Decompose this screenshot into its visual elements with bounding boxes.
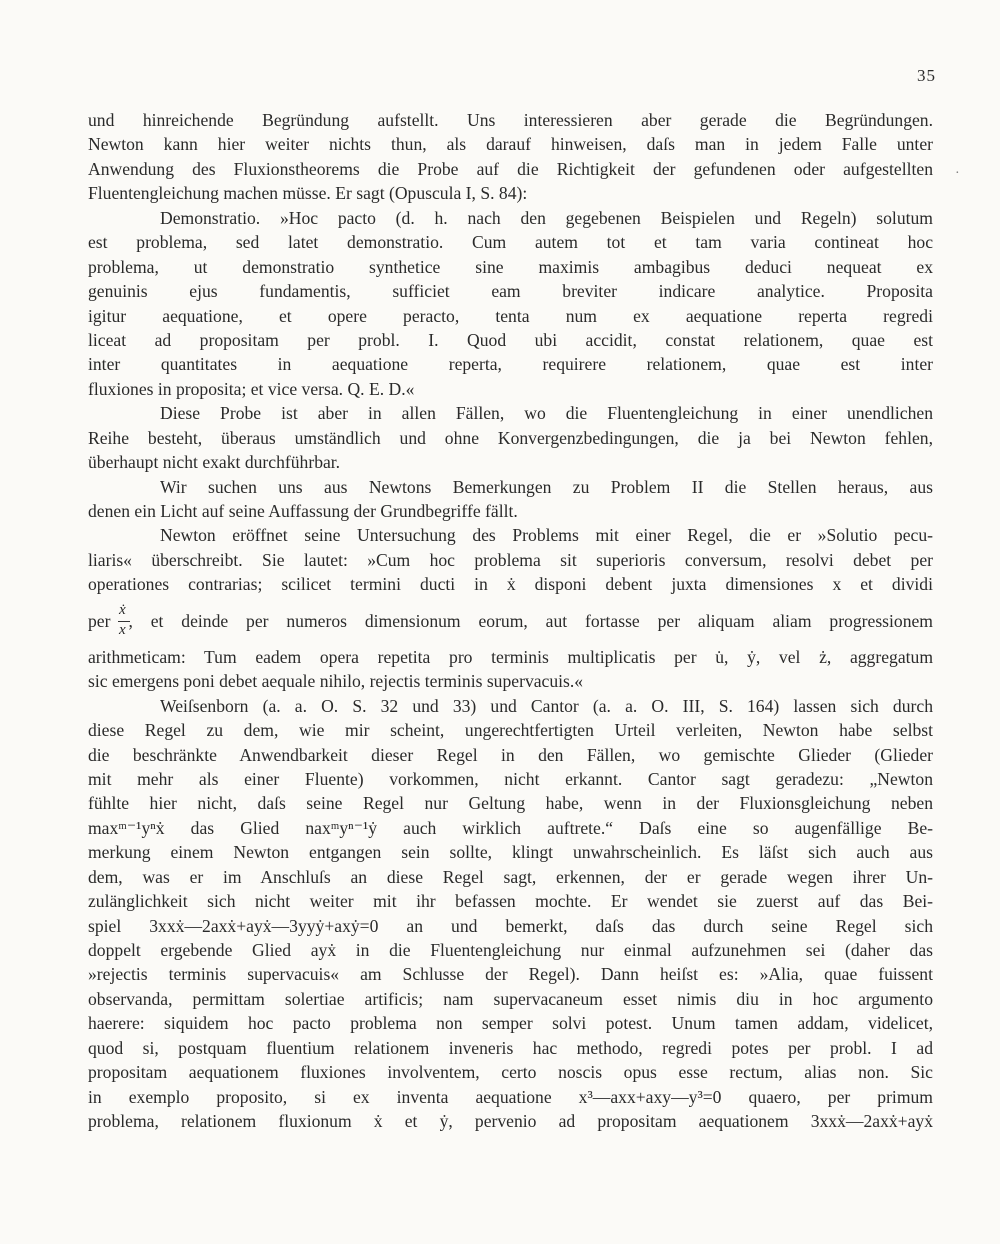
text-line: operationes contrarias; scilicet termini ducti in ẋ disponi debent juxta dimensiones x et dividi	[88, 574, 933, 595]
text-line: Fluentengleichung machen müsse. Er sagt (Opuscula I, S. 84):	[88, 183, 528, 204]
text-line: mit mehr als einer Fluente) vorkommen, nicht erkannt. Cantor sagt geradezu: „Newton	[88, 768, 933, 789]
text-line: liceat ad propositam per probl. I. Quod ubi accidit, constat relationem, quae est	[88, 329, 933, 350]
text-line: genuinis ejus fundamentis, sufficiet eam breviter indicare analytice. Proposita	[88, 281, 933, 302]
text-line: problema, ut demonstratio synthetice sine maximis ambagibus deduci nequeat ex	[88, 256, 933, 277]
text-line: propositam aequationem fluxiones involventem, certo noscis opus esse rectum, alias non. Sic	[88, 1062, 933, 1083]
text-line: Newton kann hier weiter nichts thun, als darauf hinweisen, daſs man in jedem Falle unter	[88, 134, 933, 155]
text-line: Newton eröffnet seine Untersuchung des Problems mit einer Regel, die er »Solutio pecu-	[160, 525, 933, 546]
text-line: zulänglichkeit sich nicht weiter mit ihr befassen mochte. Er wendet sie zuerst auf das Bei-	[88, 891, 933, 912]
text-line: quod si, postquam fluentium relationem inveneris hac methodo, regredi potes per probl. I ad	[88, 1037, 933, 1058]
text-line: die beschränkte Anwendbarkeit dieser Regel in den Fällen, wo gemischte Glieder (Glieder	[88, 744, 933, 765]
text-line: Wir suchen uns aus Newtons Bemerkungen zu Problem II die Stellen heraus, aus	[160, 476, 933, 497]
body-text	[88, 108, 933, 1134]
text-line: liaris« überschreibt. Sie lautet: »Cum hoc problema sit superioris conversum, resolvi debet per	[88, 549, 933, 570]
text-line: sic emergens poni debet aequale nihilo, rejectis terminis supervacuis.«	[88, 671, 584, 692]
text-line: Weiſsenborn (a. a. O. S. 32 und 33) und Cantor (a. a. O. III, S. 164) lassen sich durch	[160, 695, 933, 716]
text-line: spiel 3xxẋ—2axẋ+ayẋ—3yyẏ+axẏ=0 an und bemerkt, daſs das durch seine Regel sich	[88, 915, 933, 936]
text-line: arithmeticam: Tum eadem opera repetita pro terminis multiplicatis per u̇, ẏ, vel ż, aggregatum	[88, 646, 933, 667]
text-line: fluxiones in proposita; et vice versa. Q. E. D.«	[88, 378, 415, 399]
text-line: überhaupt nicht exakt durchführbar.	[88, 452, 341, 473]
text-line: diese Regel zu dem, wie mir scheint, ungerechtfertigten Urteil verleiten, Newton habe selbst	[88, 720, 933, 741]
text-line: »rejectis terminis supervacuis« am Schlusse der Regel). Dann heiſst es: »Alia, quae fuissent	[88, 964, 933, 985]
text-line: Demonstratio. »Hoc pacto (d. h. nach den gegebenen Beispielen und Regeln) solutum	[160, 207, 933, 228]
text-line: inter quantitates in aequatione reperta, requirere relationem, quae est inter	[88, 354, 933, 375]
text-line: Reihe besteht, überaus umständlich und ohne Konvergenzbedingungen, die ja bei Newton fehlen,	[88, 427, 933, 448]
text-line: per , et deinde per numeros dimensionum eorum, aut fortasse per aliquam aliam progressionem	[88, 610, 933, 631]
text-line: merkung einem Newton entgangen sein sollte, klingt unwahrscheinlich. Es läſst sich auch aus	[88, 842, 933, 863]
text-line: denen ein Licht auf seine Auffassung der Grundbegriffe fällt.	[88, 501, 518, 521]
text-line: Diese Probe ist aber in allen Fällen, wo die Fluentengleichung in einer unendlichen	[160, 403, 933, 424]
text-line: und hinreichende Begründung aufstellt. Uns interessieren aber gerade die Begründungen.	[88, 110, 933, 130]
text-line: problema, relationem fluxionum ẋ et ẏ, pervenio ad propositam aequationem 3xxẋ—2axẋ+ayẋ	[88, 1111, 933, 1132]
text-line: dem, was er im Anschluſs an diese Regel sagt, erkennen, der er gerade wegen ihrer Un-	[88, 866, 933, 887]
fraction-denominator: x	[119, 621, 126, 638]
text-line: haerere: siquidem hoc pacto problema non semper solvi potest. Unum tamen addam, videlicet,	[88, 1013, 933, 1034]
margin-mark: ·	[955, 166, 960, 181]
text-line: est problema, sed latet demonstratio. Cum autem tot et tam varia contineat hoc	[88, 232, 933, 253]
text-line: in exemplo proposito, si ex inventa aequatione x³—axx+axy—y³=0 quaero, per primum	[88, 1086, 933, 1107]
text-line: maxᵐ⁻¹yⁿẋ das Glied naxᵐyⁿ⁻¹ẏ auch wirklich auftrete.“ Daſs eine so augenfällige Be-	[88, 817, 933, 838]
text-line: igitur aequatione, et opere peracto, tenta num ex aequatione reperta regredi	[88, 305, 933, 326]
text-line: Anwendung des Fluxionstheorems die Probe auf die Richtigkeit der gefundenen oder aufgestellten	[88, 158, 933, 179]
text-line: doppelt ergebende Glied ayẋ in die Fluentengleichung nur einmal aufzunehmen sei (daher das	[88, 940, 933, 960]
fraction-numerator: ẋ	[119, 601, 126, 618]
page-number: 35	[917, 66, 936, 85]
text-line: fühlte hier nicht, daſs seine Regel nur Geltung habe, wenn in der Fluxionsgleichung neben	[88, 793, 933, 814]
fraction-line	[88, 597, 933, 645]
text-line: observanda, permittam solertiae artificis; nam supervacaneum esset nimis diu in hoc argumento	[88, 988, 933, 1009]
